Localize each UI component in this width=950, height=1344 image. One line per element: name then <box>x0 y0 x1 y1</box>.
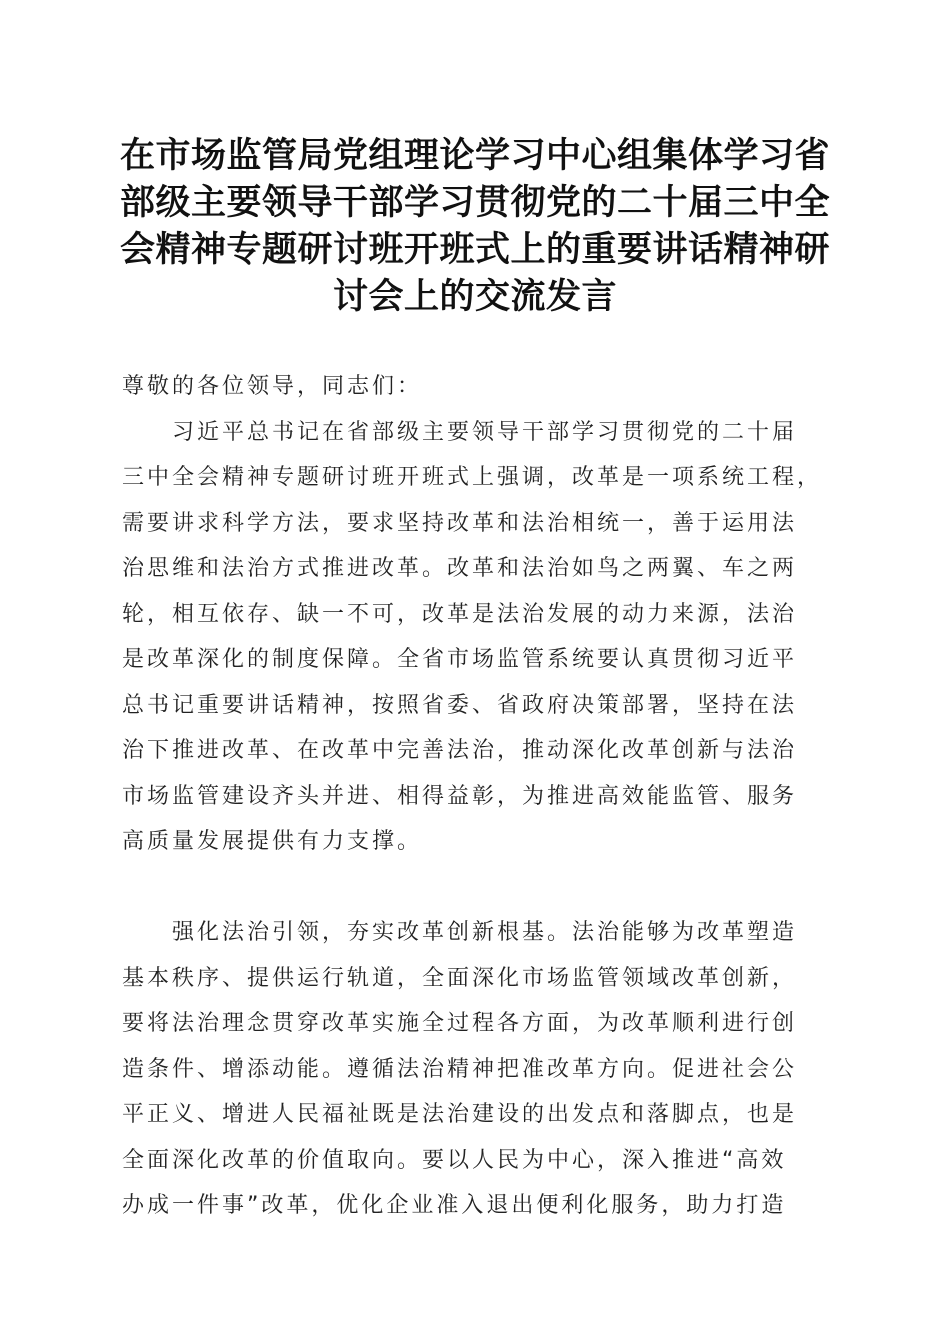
document-title <box>110 132 840 320</box>
paragraph-line: 高质量发展提供有力支撑。 <box>122 829 423 854</box>
paragraph-line: 轮，相互依存、缺一不可，改革是法治发展的动力来源，法治 <box>122 601 798 627</box>
paragraph-line: 全面深化改革的价值取向。要以人民为中心，深入推进“高效 <box>122 1147 787 1173</box>
paragraph-line: 平正义、增进人民福祉既是法治建设的出发点和落脚点，也是 <box>122 1102 798 1127</box>
title-line: 会精神专题研讨班开班式上的重要讲话精神研 <box>119 229 830 270</box>
document-body <box>122 364 832 1229</box>
paragraph-2 <box>122 910 832 1229</box>
paragraph-line: 三中全会精神专题研讨班开班式上强调，改革是一项系统工程， <box>122 465 823 490</box>
paragraph-line: 市场监管建设齐头并进、相得益彰，为推进高效能监管、服务 <box>122 783 798 809</box>
paragraph-line: 造条件、增添动能。遵循法治精神把准改革方向。促进社会公 <box>122 1056 798 1082</box>
paragraph-line: 总书记重要讲话精神，按照省委、省政府决策部署，坚持在法 <box>122 692 798 718</box>
paragraph-line: 要将法治理念贯穿改革实施全过程各方面，为改革顺利进行创 <box>122 1011 798 1036</box>
paragraph-line: 强化法治引领，夯实改革创新根基。法治能够为改革塑造 <box>172 920 798 945</box>
paragraph-line: 习近平总书记在省部级主要领导干部学习贯彻党的二十届 <box>172 419 798 445</box>
salutation: 尊敬的各位领导，同志们： <box>122 374 423 399</box>
paragraph-line: 基本秩序、提供运行轨道，全面深化市场监管领域改革创新， <box>122 965 798 991</box>
title-line: 讨会上的交流发言 <box>332 276 617 317</box>
paragraph-line: 是改革深化的制度保障。全省市场监管系统要认真贯彻习近平 <box>122 647 798 672</box>
paragraph-1 <box>122 410 832 865</box>
paragraph-line: 办成一件事”改革，优化企业准入退出便利化服务，助力打造 <box>122 1193 787 1218</box>
paragraph-line: 治思维和法治方式推进改革。改革和法治如鸟之两翼、车之两 <box>122 556 798 581</box>
title-line: 部级主要领导干部学习贯彻党的二十届三中全 <box>119 182 830 223</box>
title-line: 在市场监管局党组理论学习中心组集体学习省 <box>119 135 830 176</box>
paragraph-gap <box>122 865 832 911</box>
paragraph-line: 需要讲求科学方法，要求坚持改革和法治相统一，善于运用法 <box>122 510 798 536</box>
paragraph-line: 治下推进改革、在改革中完善法治，推动深化改革创新与法治 <box>122 738 798 763</box>
